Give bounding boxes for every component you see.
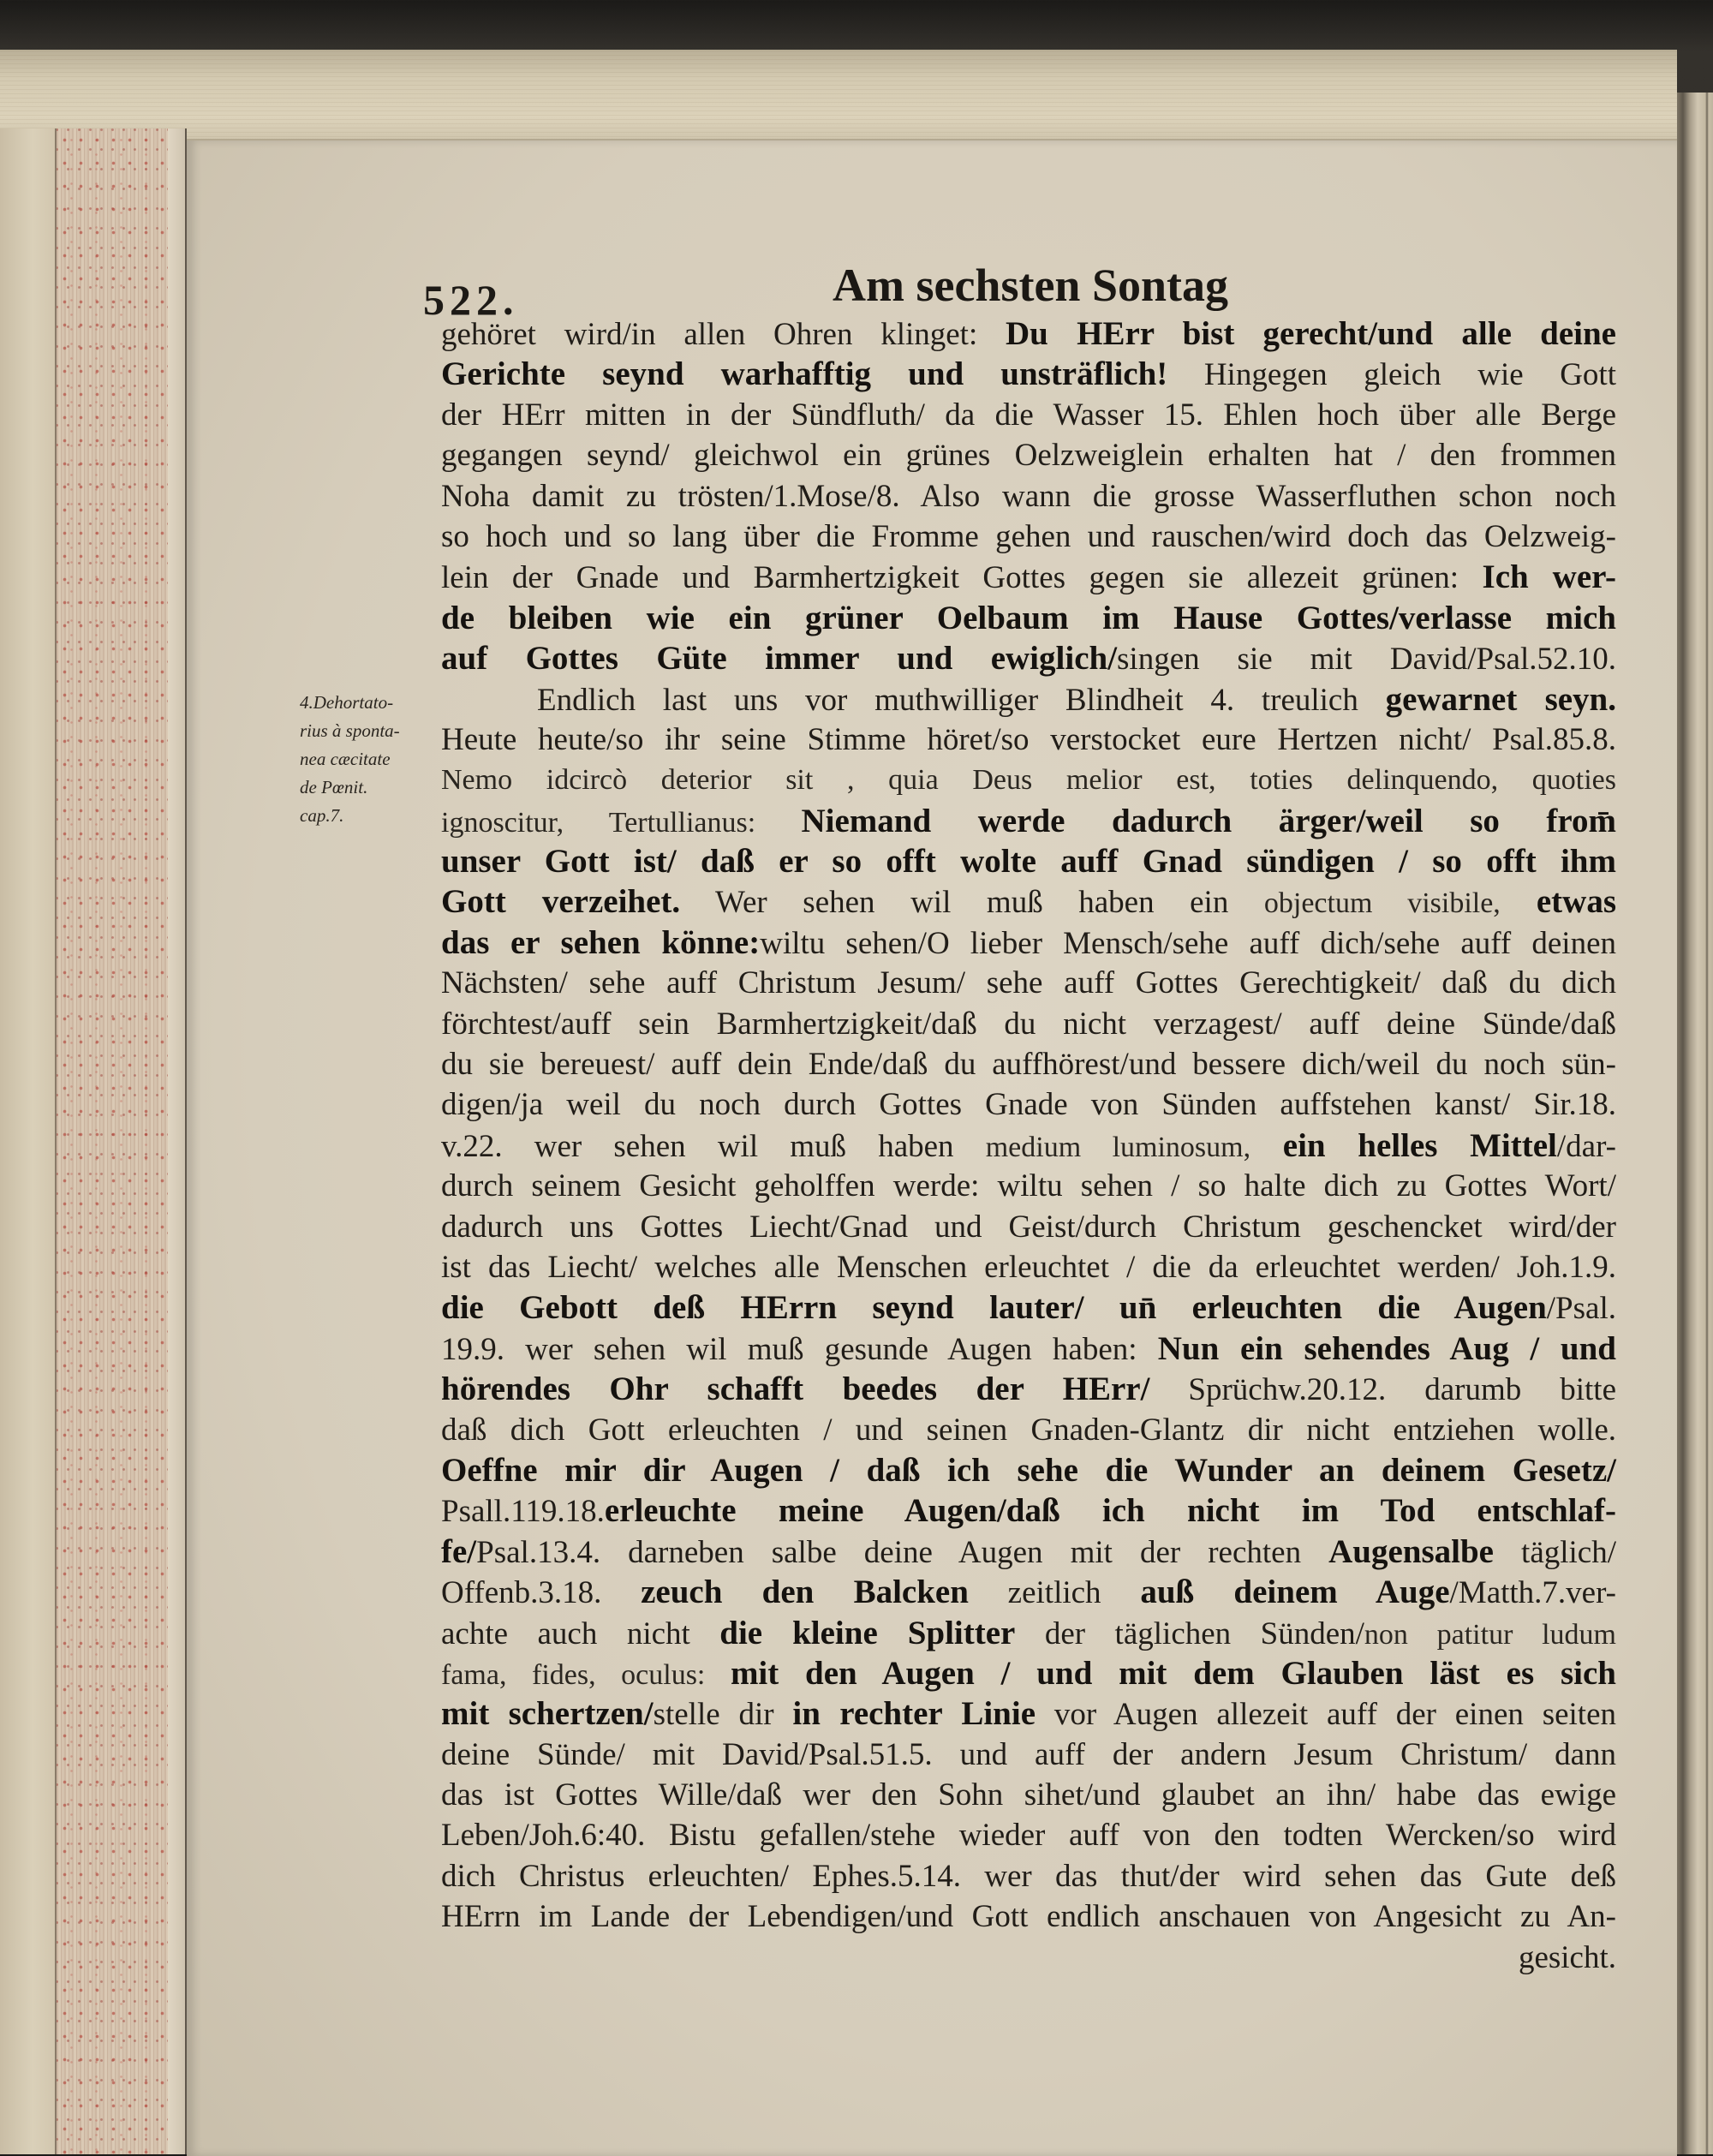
body-text: der HErr mitten in der Sündfluth/ da die Wasser 15. Ehlen hoch über alle Berge	[441, 397, 1616, 433]
emphasized-text: Ich wer-	[1482, 558, 1616, 596]
emphasized-text: hörendes Ohr schafft beedes der HErr/	[441, 1371, 1150, 1408]
gutter-right	[1677, 93, 1713, 2154]
latin-text: ignoscitur, Tertullianus:	[441, 806, 802, 839]
page-number: 522.	[423, 276, 519, 324]
text-block	[441, 314, 1616, 1978]
emphasized-text: mit den Augen / und mit dem Glauben läst es sich	[730, 1654, 1616, 1692]
emphasized-text: mit schertzen/	[441, 1695, 654, 1733]
body-text: Wer sehen wil muß haben ein	[680, 885, 1264, 921]
text-line	[441, 1247, 1616, 1287]
text-line	[441, 598, 1616, 638]
text-line	[441, 638, 1616, 678]
body-text: Endlich last uns vor muthwilliger Blindheit 4. treulich	[537, 682, 1386, 718]
marginal-note-line: cap.7.	[300, 805, 344, 826]
body-text: /dar-	[1556, 1128, 1616, 1164]
body-text: HErrn im Lande der Lebendigen/und Gott endlich anschauen von Angesicht zu An-	[441, 1899, 1616, 1935]
emphasized-text: zeuch den Balcken	[641, 1574, 969, 1611]
emphasized-text: erleuchte meine Augen/daß ich nicht im Tod entschlaf-	[604, 1492, 1616, 1530]
body-text: gegangen seynd/ gleichwol ein grünes Oelzweiglein erhalten hat / den frommen	[441, 438, 1616, 474]
body-text: zeitlich	[968, 1575, 1141, 1611]
body-text: /Matth.7.ver-	[1449, 1575, 1617, 1611]
body-text: daß dich Gott erleuchten / und seinen Gnaden-Glantz dir nicht entziehen wolle.	[441, 1412, 1616, 1448]
body-text: 19.9. wer sehen wil muß gesunde Augen haben:	[441, 1331, 1158, 1367]
emphasized-text: die Gebott deß HErrn seynd lauter/ un̄ erleuchten die Augen	[441, 1289, 1547, 1327]
emphasized-text: das er sehen könne:	[441, 923, 761, 961]
latin-text: fama, fides, oculus:	[441, 1658, 731, 1691]
text-line	[441, 1896, 1616, 1937]
body-text: Psall.119.18.	[441, 1494, 605, 1530]
text-line	[441, 1532, 1616, 1572]
body-text: /Psal.	[1546, 1291, 1616, 1327]
body-text: durch seinem Gesicht geholffen werde: wiltu sehen / so halte dich zu Gottes Wort/	[441, 1168, 1616, 1204]
emphasized-text: Gott verzeihet.	[441, 883, 681, 921]
body-text: achte auch nicht	[441, 1616, 720, 1651]
emphasized-text: in rechter Linie	[792, 1695, 1036, 1733]
text-line	[441, 1815, 1616, 1855]
emphasized-text: die kleine Splitter	[719, 1614, 1016, 1651]
latin-text: non patitur ludum	[1364, 1618, 1617, 1651]
text-line	[441, 841, 1616, 881]
text-line	[441, 476, 1616, 517]
text-line	[441, 1207, 1616, 1247]
marginal-note-line: de Pœnit.	[300, 777, 368, 797]
text-line	[441, 1369, 1616, 1409]
text-line	[441, 1166, 1616, 1206]
body-text: Leben/Joh.6:40. Bistu gefallen/stehe wieder auff von den todten Wercken/so wird	[441, 1818, 1616, 1854]
body-text: du sie bereuest/ auff dein Ende/daß du auffhörest/und bessere dich/weil du noch sün-	[441, 1047, 1616, 1083]
text-line	[441, 1410, 1616, 1450]
marginal-note-line: 4.Dehortato-	[300, 692, 394, 713]
text-line	[441, 1856, 1616, 1896]
body-text: singen sie mit David/Psal.52.10.	[1117, 642, 1616, 678]
body-text: vor Augen allezeit auff der einen seiten	[1036, 1697, 1616, 1733]
book-top-edge	[0, 50, 1677, 146]
text-line	[441, 760, 1616, 800]
marginal-note-line: nea cæcitate	[300, 749, 391, 769]
emphasized-text: unser Gott ist/ daß er so offt wolte auff Gnad sündigen / so offt ihm	[441, 843, 1616, 881]
body-text: dadurch uns Gottes Liecht/Gnad und Geist/durch Christum geschencket wird/der	[441, 1209, 1616, 1245]
text-line	[441, 1126, 1616, 1166]
text-line	[441, 1653, 1616, 1693]
text-line	[441, 1004, 1616, 1044]
text-line	[441, 1084, 1616, 1125]
text-line	[441, 1450, 1616, 1490]
body-text: Offenb.3.18.	[441, 1575, 642, 1611]
body-text: Heute heute/so ihr seine Stimme höret/so verstocket eure Hertzen nicht/ Psal.85.8.	[441, 721, 1616, 757]
emphasized-text: gewarnet seyn.	[1385, 680, 1616, 718]
text-line	[441, 1287, 1616, 1328]
emphasized-text: de bleiben wie ein grüner Oelbaum im Hause Gottes/verlasse mich	[441, 599, 1616, 636]
body-text: Sprüchw.20.12. darumb bitte	[1149, 1372, 1616, 1408]
body-text: Hingegen gleich wie Gott	[1167, 357, 1616, 393]
body-text: förchtest/auff sein Barmhertzigkeit/daß du nicht verzagest/ auff deine Sünde/daß	[441, 1006, 1616, 1042]
running-title: Am sechsten Sontag	[832, 260, 1228, 311]
body-text: so hoch und so lang über die Fromme gehen und rauschen/wird doch das Oelzweig-	[441, 518, 1616, 554]
text-line	[441, 1044, 1616, 1084]
text-line	[441, 679, 1616, 720]
emphasized-text: etwas	[1500, 883, 1616, 921]
emphasized-text: Niemand werde dadurch ärger/weil so from̄	[801, 802, 1616, 839]
catchword: gesicht.	[1518, 1939, 1616, 1975]
text-line	[441, 1490, 1616, 1531]
latin-text: objectum visibile,	[1263, 887, 1501, 920]
text-line	[441, 801, 1616, 841]
book-edge-left	[0, 128, 55, 2154]
body-text: das ist Gottes Wille/daß wer den Sohn sihet/und glaubet an ihn/ habe das ewige	[441, 1777, 1616, 1813]
body-text: täglich/	[1494, 1534, 1616, 1570]
body-text: lein der Gnade und Barmhertzigkeit Gottes gegen sie allezeit grünen:	[441, 560, 1483, 596]
page-edges-left	[55, 128, 168, 2154]
emphasized-text: auß deinem Auge	[1140, 1574, 1450, 1611]
text-line	[441, 557, 1616, 597]
body-text: v.22. wer sehen wil muß haben	[441, 1128, 986, 1164]
marginal-note-line: rius à sponta-	[300, 720, 400, 741]
body-text: Noha damit zu trösten/1.Mose/8. Also wann die grosse Wasserfluthen schon noch	[441, 478, 1616, 514]
text-line	[441, 923, 1616, 963]
emphasized-text: auf Gottes Güte immer und ewiglich/	[441, 640, 1118, 678]
emphasized-text: fe/	[441, 1532, 477, 1570]
text-line	[441, 314, 1616, 354]
text-line	[441, 720, 1616, 760]
body-text: deine Sünde/ mit David/Psal.51.5. und auff der andern Jesum Christum/ dann	[441, 1736, 1616, 1772]
text-line	[441, 517, 1616, 557]
body-text: wiltu sehen/O lieber Mensch/sehe auff dich/sehe auff deinen	[760, 925, 1617, 961]
text-line	[441, 881, 1616, 922]
body-text: stelle dir	[653, 1697, 793, 1733]
text-line	[441, 1572, 1616, 1612]
body-text: Psal.13.4. darneben salbe deine Augen mit der rechten	[476, 1534, 1329, 1570]
emphasized-text: ein helles Mittel	[1250, 1126, 1557, 1164]
emphasized-text: Augensalbe	[1328, 1532, 1494, 1570]
text-line	[441, 354, 1616, 394]
body-text: der täglichen Sünden/	[1015, 1616, 1364, 1651]
text-line	[441, 395, 1616, 435]
emphasized-text: Gerichte seynd warhafftig und unsträflich!	[441, 355, 1168, 393]
body-text: dich Christus erleuchten/ Ephes.5.14. wer das thut/der wird sehen das Gute deß	[441, 1858, 1616, 1894]
text-line	[441, 435, 1616, 475]
text-line	[441, 1735, 1616, 1775]
emphasized-text: Oeffne mir dir Augen / daß ich sehe die Wunder an deinem Gesetz/	[441, 1451, 1616, 1489]
body-text: Nächsten/ sehe auff Christum Jesum/ sehe auff Gottes Gerechtigkeit/ daß du dich	[441, 965, 1616, 1001]
body-text: digen/ja weil du noch durch Gottes Gnade von Sünden auffstehen kanst/ Sir.18.	[441, 1087, 1616, 1123]
emphasized-text: Du HErr bist gerecht/und alle deine	[1006, 315, 1616, 352]
text-line	[441, 1329, 1616, 1369]
body-text: ist das Liecht/ welches alle Menschen erleuchtet / die da erleuchtet werden/ Joh.1.9.	[441, 1249, 1616, 1285]
text-line	[441, 1693, 1616, 1734]
emphasized-text: Nun ein sehendes Aug / und	[1157, 1329, 1616, 1367]
page-edge-inner	[168, 128, 187, 2154]
text-line	[441, 1775, 1616, 1815]
text-line	[441, 963, 1616, 1003]
body-text: gehöret wird/in allen Ohren klinget:	[441, 317, 1006, 352]
marginal-note	[300, 689, 428, 830]
latin-text: Nemo idcircò deterior sit , quia Deus melior est, toties delinquendo, quoties	[441, 764, 1616, 797]
text-line	[441, 1613, 1616, 1653]
latin-text: medium luminosum,	[985, 1131, 1251, 1163]
